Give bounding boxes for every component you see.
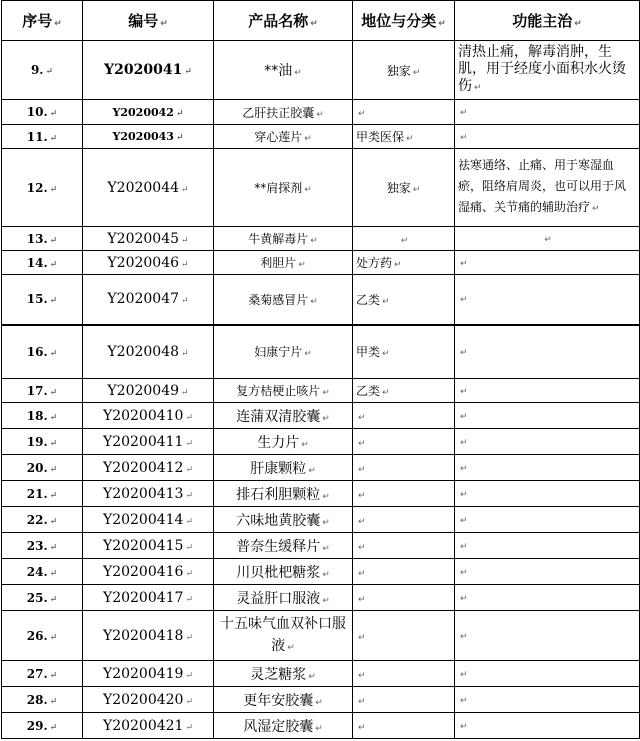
row-category: ↵ <box>353 507 455 533</box>
product-table <box>1 0 640 739</box>
table-row <box>2 661 640 687</box>
row-index: 25. ↵ <box>2 585 83 611</box>
row-category: ↵ <box>353 559 455 585</box>
row-name: 穿心莲片 ↵ <box>214 125 353 149</box>
row-name: 肝康颗粒 ↵ <box>214 455 353 481</box>
row-name: **肩探剂 ↵ <box>214 149 353 227</box>
row-index: 12. ↵ <box>2 149 83 227</box>
row-function: ↵ <box>455 507 640 533</box>
row-index: 29. ↵ <box>2 713 83 739</box>
row-code: Y20200411 ↵ <box>83 429 214 455</box>
row-code: Y2020049 ↵ <box>83 379 214 403</box>
row-name: 生力片 ↵ <box>214 429 353 455</box>
row-code: Y20200412 ↵ <box>83 455 214 481</box>
row-function: 清热止痛，解毒消肿，生肌，用于经度小面积水火烫伤 ↵ <box>455 41 640 100</box>
row-code: Y20200418 ↵ <box>83 611 214 661</box>
row-function: ↵ <box>455 379 640 403</box>
row-index: 17. ↵ <box>2 379 83 403</box>
row-index: 27. ↵ <box>2 661 83 687</box>
row-function: ↵ <box>455 125 640 149</box>
table-row <box>2 533 640 559</box>
row-name: 灵益肝口服液 ↵ <box>214 585 353 611</box>
row-category: 独家 ↵ <box>353 41 455 100</box>
row-name: 普奈生缓释片 ↵ <box>214 533 353 559</box>
row-name: **油 ↵ <box>214 41 353 100</box>
row-code: Y20200410 ↵ <box>83 403 214 429</box>
row-code: Y20200416 ↵ <box>83 559 214 585</box>
row-code: Y20200413 ↵ <box>83 481 214 507</box>
row-function: 祛寒通络、止痛、用于寒湿血瘀，阻络肩周炎，也可以用于风湿痛、关节痛的辅助治疗 ↵ <box>455 149 640 227</box>
row-function: ↵ <box>455 481 640 507</box>
row-index: 26. ↵ <box>2 611 83 661</box>
row-function: ↵ <box>455 585 640 611</box>
row-category: 处方药 ↵ <box>353 251 455 275</box>
row-code: Y2020045 ↵ <box>83 227 214 251</box>
row-code: Y20200421 ↵ <box>83 713 214 739</box>
row-index: 9. ↵ <box>2 41 83 100</box>
row-code: Y20200415 ↵ <box>83 533 214 559</box>
row-index: 16. ↵ <box>2 325 83 379</box>
row-category: ↵ <box>353 661 455 687</box>
table-row <box>2 379 640 403</box>
row-function: ↵ <box>455 100 640 125</box>
row-code: Y2020046 ↵ <box>83 251 214 275</box>
row-function: ↵ <box>455 325 640 379</box>
row-category: ↵ <box>353 227 455 251</box>
table-row <box>2 325 640 379</box>
row-name: 复方桔梗止咳片 ↵ <box>214 379 353 403</box>
row-name: 六味地黄胶囊 ↵ <box>214 507 353 533</box>
row-code: Y2020044 ↵ <box>83 149 214 227</box>
row-function: ↵ <box>455 533 640 559</box>
row-function: ↵ <box>455 661 640 687</box>
row-code: Y2020042 ↵ <box>83 100 214 125</box>
row-category: 甲类 ↵ <box>353 325 455 379</box>
row-category: 乙类 ↵ <box>353 275 455 325</box>
row-code: Y20200417 ↵ <box>83 585 214 611</box>
row-category: ↵ <box>353 533 455 559</box>
table-row <box>2 713 640 739</box>
row-category: ↵ <box>353 611 455 661</box>
row-index: 28. ↵ <box>2 687 83 713</box>
row-category: ↵ <box>353 585 455 611</box>
row-name: 乙肝扶正胶囊 ↵ <box>214 100 353 125</box>
row-index: 24. ↵ <box>2 559 83 585</box>
table-row <box>2 275 640 325</box>
row-name: 桑菊感冒片 ↵ <box>214 275 353 325</box>
row-index: 13. ↵ <box>2 227 83 251</box>
row-code: Y20200414 ↵ <box>83 507 214 533</box>
row-category: 乙类 ↵ <box>353 379 455 403</box>
row-index: 10. ↵ <box>2 100 83 125</box>
row-name: 利胆片 ↵ <box>214 251 353 275</box>
row-index: 23. ↵ <box>2 533 83 559</box>
table-row <box>2 227 640 251</box>
row-function: ↵ <box>455 713 640 739</box>
row-code: Y2020043 ↵ <box>83 125 214 149</box>
header-code: 编号 ↵ <box>83 1 214 41</box>
row-name: 妇康宁片 ↵ <box>214 325 353 379</box>
row-category: ↵ <box>353 403 455 429</box>
row-index: 20. ↵ <box>2 455 83 481</box>
row-category: ↵ <box>353 455 455 481</box>
table-row <box>2 125 640 149</box>
row-category: 甲类医保 ↵ <box>353 125 455 149</box>
table-row <box>2 429 640 455</box>
row-index: 21. ↵ <box>2 481 83 507</box>
table-row <box>2 100 640 125</box>
row-category: ↵ <box>353 713 455 739</box>
row-index: 18. ↵ <box>2 403 83 429</box>
row-function: ↵ <box>455 559 640 585</box>
table-row <box>2 149 640 227</box>
row-name: 风湿定胶囊 ↵ <box>214 713 353 739</box>
row-function: ↵ <box>455 275 640 325</box>
row-code: Y2020047 ↵ <box>83 275 214 325</box>
table-row <box>2 455 640 481</box>
row-index: 22. ↵ <box>2 507 83 533</box>
table-row <box>2 481 640 507</box>
row-name: 更年安胶囊 ↵ <box>214 687 353 713</box>
row-category: ↵ <box>353 100 455 125</box>
header-name: 产品名称 ↵ <box>214 1 353 41</box>
table-row <box>2 611 640 661</box>
row-function: ↵ <box>455 687 640 713</box>
row-name: 十五味气血双补口服液 ↵ <box>214 611 353 661</box>
row-function: ↵ <box>455 611 640 661</box>
row-code: Y20200420 ↵ <box>83 687 214 713</box>
row-function: ↵ <box>455 403 640 429</box>
row-function: ↵ <box>455 251 640 275</box>
table-row <box>2 559 640 585</box>
row-name: 川贝枇杷糖浆 ↵ <box>214 559 353 585</box>
row-category: ↵ <box>353 429 455 455</box>
table-row <box>2 41 640 100</box>
row-index: 14. ↵ <box>2 251 83 275</box>
header-row <box>2 1 640 41</box>
header-category: 地位与分类 ↵ <box>353 1 455 41</box>
header-function: 功能主治 ↵ <box>455 1 640 41</box>
row-code: Y20200419 ↵ <box>83 661 214 687</box>
table-row <box>2 507 640 533</box>
row-function: ↵ <box>455 429 640 455</box>
header-index: 序号 ↵ <box>2 1 83 41</box>
table-row <box>2 251 640 275</box>
table-row <box>2 687 640 713</box>
row-name: 灵芝糖浆 ↵ <box>214 661 353 687</box>
row-category: ↵ <box>353 687 455 713</box>
row-name: 连蒲双清胶囊 ↵ <box>214 403 353 429</box>
row-index: 19. ↵ <box>2 429 83 455</box>
row-code: Y2020048 ↵ <box>83 325 214 379</box>
row-index: 15. ↵ <box>2 275 83 325</box>
row-index: 11. ↵ <box>2 125 83 149</box>
row-category: ↵ <box>353 481 455 507</box>
row-name: 排石利胆颗粒 ↵ <box>214 481 353 507</box>
row-name: 牛黄解毒片 ↵ <box>214 227 353 251</box>
row-code: Y2020041 ↵ <box>83 41 214 100</box>
row-function: ↵ <box>455 455 640 481</box>
row-category: 独家 ↵ <box>353 149 455 227</box>
table-row <box>2 403 640 429</box>
table-row <box>2 585 640 611</box>
row-function: ↵ <box>455 227 640 251</box>
